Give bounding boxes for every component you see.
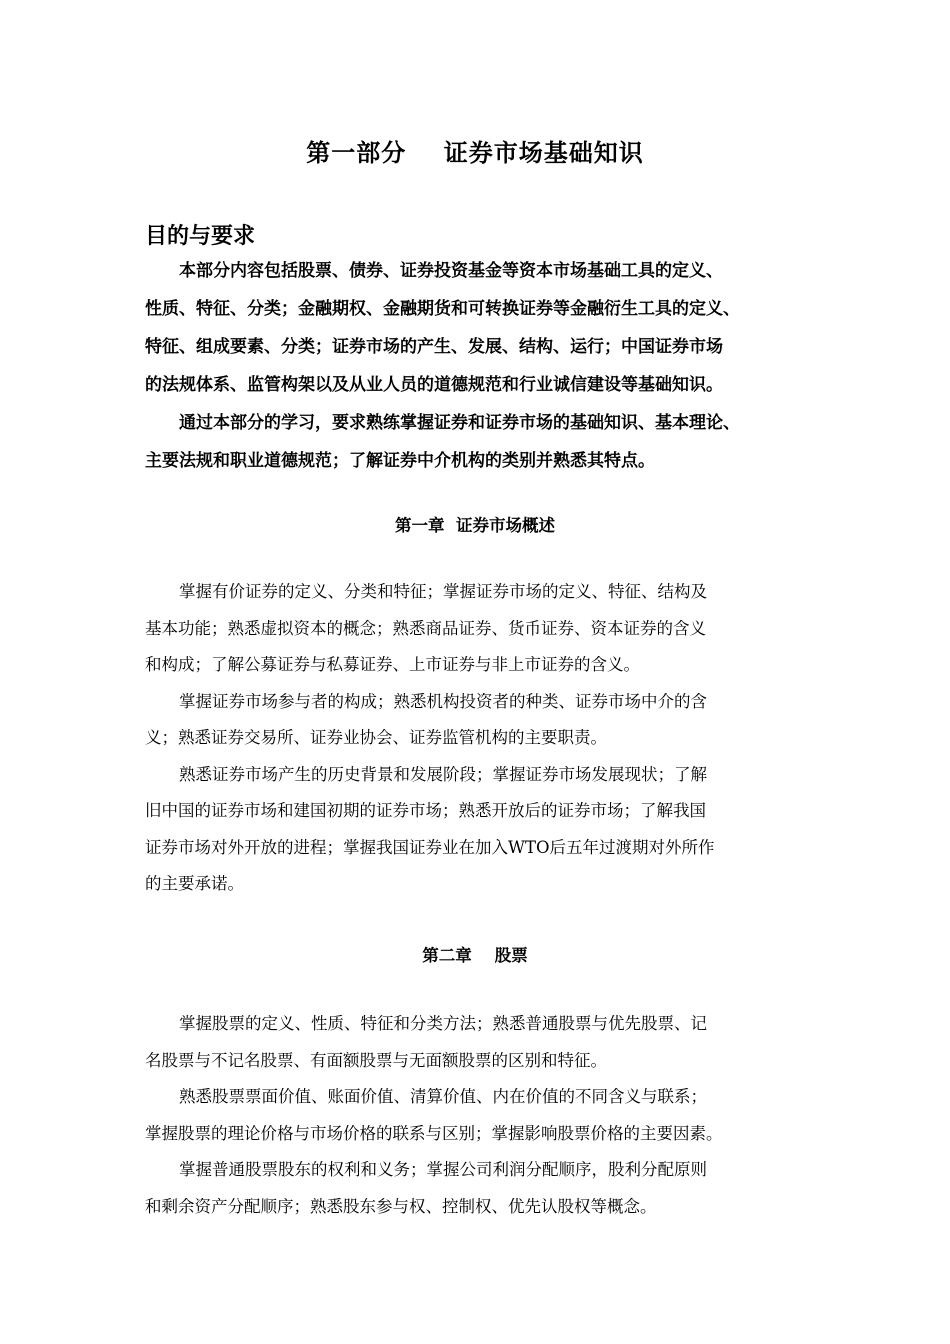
text-line: 性质、特征、分类；金融期权、金融期货和可转换证券等金融衍生工具的定义、 — [145, 299, 740, 319]
page-title: 第一部分 证券市场基础知识 — [306, 139, 644, 167]
text-line: 旧中国的证券市场和建国初期的证券市场；熟悉开放后的证券市场；了解我国 — [145, 801, 706, 820]
chapter-2-body — [145, 1006, 805, 1225]
text-line: 掌握证券市场参与者的构成；熟悉机构投资者的种类、证券市场中介的含 — [179, 691, 707, 711]
text-line: 熟悉股票票面价值、账面价值、清算价值、内在价值的不同含义与联系； — [179, 1087, 707, 1106]
text-line: 名股票与不记名股票、有面额股票与无面额股票的区别和特征。 — [145, 1050, 607, 1070]
objectives-heading: 目的与要求 — [145, 224, 256, 249]
text-line: 掌握股票的定义、性质、特征和分类方法；熟悉普通股票与优先股票、记 — [179, 1014, 707, 1033]
text-line: 基本功能；熟悉虚拟资本的概念；熟悉商品证券、货币证券、资本证券的含义 — [145, 618, 706, 638]
chapter-1-body — [145, 574, 805, 903]
text-line: 特征、组成要素、分类；证券市场的产生、发展、结构、运行；中国证券市场 — [145, 337, 723, 357]
text-line: 和构成；了解公募证券与私募证券、上市证券与非上市证券的含义。 — [145, 655, 640, 674]
text-line: 证券市场对外开放的进程；掌握我国证券业在加入WTO后五年过渡期对外所作 — [145, 837, 715, 857]
text-line: 的法规体系、监管构架以及从业人员的道德规范和行业诚信建设等基础知识。 — [145, 375, 723, 395]
text-line: 掌握有价证券的定义、分类和特征；掌握证券市场的定义、特征、结构及 — [179, 582, 707, 601]
objectives-paragraph-1 — [145, 252, 835, 480]
chapter-2-heading: 第二章 股票 — [422, 946, 528, 965]
text-line: 掌握股票的理论价格与市场价格的联系与区别；掌握影响股票价格的主要因素。 — [145, 1123, 723, 1143]
text-line: 的主要承诺。 — [145, 874, 244, 893]
text-line: 熟悉证券市场产生的历史背景和发展阶段；掌握证券市场发展现状；了解 — [179, 764, 707, 784]
text-line: 和剩余资产分配顺序；熟悉股东参与权、控制权、优先认股权等概念。 — [145, 1196, 657, 1216]
text-line: 通过本部分的学习，要求熟练掌握证券和证券市场的基础知识、基本理论、 — [179, 413, 740, 433]
chapter-1-heading: 第一章 证券市场概述 — [395, 516, 555, 535]
text-line: 本部分内容包括股票、债券、证券投资基金等资本市场基础工具的定义、 — [179, 261, 723, 281]
text-line: 主要法规和职业道德规范；了解证券中介机构的类别并熟悉其特点。 — [145, 451, 655, 471]
text-line: 义；熟悉证券交易所、证券业协会、证券监管机构的主要职责。 — [145, 728, 607, 747]
text-line: 掌握普通股票股东的权利和义务；掌握公司利润分配顺序，股利分配原则 — [179, 1160, 707, 1179]
